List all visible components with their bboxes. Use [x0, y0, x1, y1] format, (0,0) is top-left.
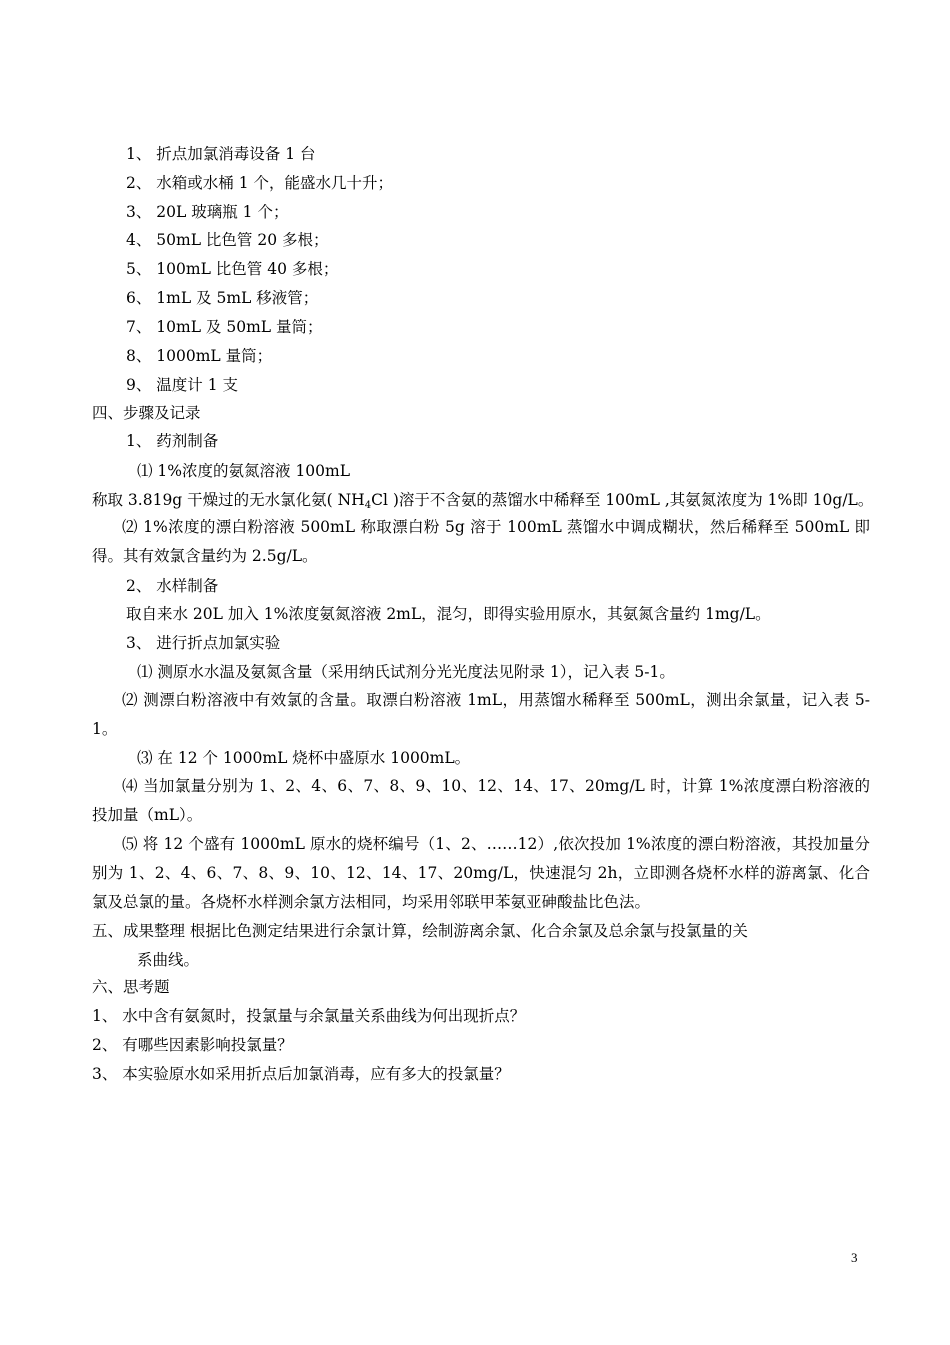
subsection-heading: 2、 水样制备: [126, 577, 219, 595]
equipment-item: 9、 温度计 1 支: [126, 376, 239, 394]
step-text: ⑴ 测原水水温及氨氮含量（采用纳氏试剂分光光度法见附录 1），记入表 5-1。: [137, 663, 675, 681]
sample-text: 取自来水 20L 加入 1%浓度氨氮溶液 2mL，混匀，即得实验用原水，其氨氮含量约 1mg/L。: [126, 605, 771, 623]
question-item: 1、 水中含有氨氮时，投氯量与余氯量关系曲线为何出现折点？: [92, 1007, 526, 1025]
step-paragraph: ⑷ 当加氯量分别为 1、2、4、6、7、8、9、10、12、14、17、20mg/L 时，计算 1%浓度漂白粉溶液的投加量（mL）。: [92, 777, 870, 824]
section-heading: 五、成果整理 根据比色测定结果进行余氯计算，绘制游离余氯、化合余氯及总余氯与投氯量的关: [92, 922, 748, 940]
reagent-paragraph: ⑵ 1%浓度的漂白粉溶液 500mL 称取漂白粉 5g 溶于 100mL 蒸馏水中调成糊状，然后稀释至 500mL 即得。其有效氯含量约为 2.5g/L。: [92, 518, 870, 565]
page-number: 3: [851, 1250, 858, 1265]
section-text: 系曲线。: [137, 951, 200, 969]
equipment-item: 1、 折点加氯消毒设备 1 台: [126, 145, 316, 163]
equipment-item: 5、 100mL 比色管 40 多根；: [126, 260, 339, 278]
section-heading: 六、思考题: [92, 978, 170, 996]
step-paragraph: ⑸ 将 12 个盛有 1000mL 原水的烧杯编号（1、2、……12）,依次投加 1%浓度的漂白粉溶液，其投加量分别为 1、2、4、6、7、8、9、10、12、14、17、20mg/L，快速混匀 2h，立即测各烧杯水样的游离氯、化合氯及总氯的量。各烧杯水样测余氯方法相同，均采用邻联甲苯氨亚砷酸盐比色法。: [92, 835, 870, 911]
step-text: ⑶ 在 12 个 1000mL 烧杯中盛原水 1000mL。: [137, 749, 471, 767]
subsection-heading: 1、 药剂制备: [126, 432, 219, 450]
equipment-item: 7、 10mL 及 50mL 量筒；: [126, 318, 323, 336]
question-item: 3、 本实验原水如采用折点后加氯消毒，应有多大的投氯量？: [92, 1065, 510, 1083]
equipment-item: 2、 水箱或水桶 1 个，能盛水几十升；: [126, 174, 394, 192]
equipment-item: 8、 1000mL 量筒；: [126, 347, 273, 365]
subsection-heading: 3、 进行折点加氯实验: [126, 634, 281, 652]
equipment-item: 3、 20L 玻璃瓶 1 个；: [126, 203, 289, 221]
section-heading: 四、步骤及记录: [92, 404, 201, 422]
reagent-text: 称取 3.819g 干燥过的无水氯化氨( $NH_4Cl$ )溶于不含氨的蒸馏水中稀释至 100mL ,其氨氮浓度为 1%即 10g/L。: [92, 491, 874, 511]
equipment-item: 6、 1mL 及 5mL 移液管；: [126, 289, 319, 307]
question-item: 2、 有哪些因素影响投氯量？: [92, 1036, 293, 1054]
reagent-title: ⑴ 1%浓度的氨氮溶液 100mL: [137, 462, 351, 480]
equipment-item: 4、 50mL 比色管 20 多根；: [126, 231, 329, 249]
step-paragraph: ⑵ 测漂白粉溶液中有效氯的含量。取漂白粉溶液 1mL，用蒸馏水稀释至 500mL，测出余氯量，记入表 5-1。: [92, 691, 870, 738]
